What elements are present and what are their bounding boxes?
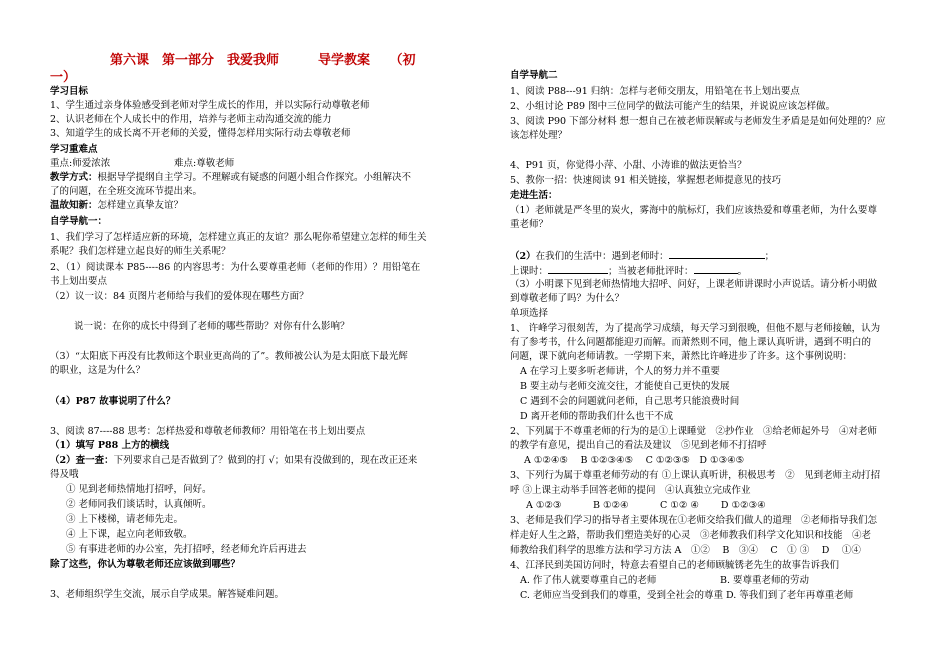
nav-item: 3、阅读 P90 下部分材料 想一想自己在被老师误解或与老师发生矛盾是是如何处理的？应 [510,116,886,127]
checklist-text: 下列要求自己是否做到了？做到的打 √；如果有没做到的，现在改正还来 [113,455,418,466]
mc-question: 3、下列行为属于尊重老师劳动的有 ①上课认真听讲，积极思考 ② 见到老师主动打招 [510,470,881,481]
answer-blank[interactable] [694,264,738,274]
nav-item: 5、教你一招：快速阅读 91 相关链接，掌握想老师提意见的技巧 [510,175,782,186]
mc-question: 3、老师是我们学习的指导者主要体现在①老师交给我们做人的道理 ②老师指导我们怎 [510,515,878,526]
mc-option: B. 要尊重老师的劳动 [720,575,810,586]
life-fill-question [510,249,774,263]
question-text: 3、阅读 87----88 思考：怎样热爱和尊敬老师教师？用铅笔在书上划出要点 [50,426,366,437]
life-fill-question-cont [510,264,747,278]
question-text: 1、我们学习了怎样适应新的环境，怎样建立真正的友谊？那么呢你希望建立怎样的师生关 [50,232,427,243]
key-point: 重点:师爱浓浓 [50,158,111,169]
mc-option: A. 作了伟人就要尊重自己的老师 [520,575,657,586]
answer-blank[interactable] [669,249,765,259]
multiple-choice-heading: 单项选择 [510,308,549,319]
mc-question: 问题，课下就向老师请教。一学期下来，萧然比许峰进步了许多。这个事例说明： [510,351,853,362]
goal-item: 3、知道学生的成长离不开老师的关爱，懂得怎样用实际行动去尊敬老师 [50,128,351,139]
life-fill-punct: ； [764,251,775,262]
teaching-method [50,172,411,184]
mc-question: 有了参考书，什么问题都能迎刃而解。而萧然则不同，他上课认真听讲，遇到不明白的 [510,337,872,348]
question-text: 书上划出要点 [50,276,108,287]
life-question: 到尊敬老师了吗？为什么？ [510,293,625,304]
teaching-method-cont: 了的问题，在全班交流环节提出来。 [50,186,203,197]
life-fill-text: 上课时： [510,266,549,277]
checklist-item: ③ 上下楼梯，请老师先走。 [66,514,184,525]
self-study-nav-1-heading: 自学导航一： [50,216,108,227]
lesson-title-cont: 一） [50,70,77,85]
mc-options: A ①②③ B ①②④ C ①② ④ D ①②③④ [526,500,766,511]
nav-item: 2、小组讨论 P89 图中三位同学的做法可能产生的结果，并说说应该怎样做。 [510,101,836,112]
mc-option: A 在学习上要多听老师讲，个人的努力并不重要 [520,366,720,377]
question-text: （3）“太阳底下再没有比教师这个职业更高尚的了”。教师被公认为是太阳底下最光辉 [50,351,408,362]
mc-question: 2、下列属于不尊重老师的行为的是①上课睡觉 ②抄作业 ③给老师起外号 ④对老师 [510,426,878,437]
checklist-item: ④ 上下课，起立向老师致敬。 [66,529,193,540]
life-question: （3）小明课下见到老师热情地大招呼、问好，上课老师讲课时小声说话。请分析小明做 [510,279,878,290]
life-fill-punct: 。 [737,266,748,277]
mc-question: 1、 许峰学习很刻苦，为了提高学习成绩，每天学习到很晚，但他不愿与老师接触，认为 [510,323,881,334]
checklist-intro [50,455,417,467]
mc-question: 呼 ③上课主动举手回答老师的提问 ④认真独立完成作业 [510,485,751,496]
teaching-method-label: 教学方式： [50,172,98,183]
mc-option: C. 老师应当受到我们的尊重，受到全社会的尊重 D. 等我们到了老年再尊重老师 [520,590,854,601]
goals-heading: 学习目标 [50,86,89,97]
into-life-heading: 走进生活： [510,190,558,201]
question-text: （2）议一议：84 页图片老师给与我们的爱体现在哪些方面？ [50,291,309,302]
self-study-nav-2-heading: 自学导航二 [510,70,558,81]
review-label: 温故知新： [50,200,98,211]
life-fill-text: ；当被老师批评时： [608,266,694,277]
discussion-prompt: 说一说：在你的成长中得到了老师的哪些帮助？对你有什么影响？ [74,321,350,332]
checklist-label: （2）查一查： [50,455,114,466]
question-text: 3、老师组织学生交流，展示自学成果。解答疑难问题。 [50,589,285,600]
checklist-item: ① 见到老师热情地打招呼，问好。 [66,484,212,495]
life-question: （1）老师就是严冬里的炭火，雾海中的航标灯，我们应该热爱和尊重老师，为什么要尊 [510,205,878,216]
mc-option: B 要主动与老师交流交往，才能使自己更快的发展 [520,381,730,392]
question-text: （4）P87 故事说明了什么？ [50,396,176,407]
mc-question: 样走好人生之路，帮助我们塑造美好的心灵 ③老师教我们科学文化知识和技能 ④老 [510,530,872,541]
question-text: 2、（1）阅读课本 P85----86 的内容思考：为什么要尊重老师（老师的作用）？用铅笔在 [50,262,421,273]
mc-option: C 遇到不会的问题就问老师，自己思考只能浪费时间 [520,396,740,407]
review [50,200,183,212]
life-fill-number: （2） [510,251,536,262]
nav-item: 1、阅读 P88---91 归纳：怎样与老师交朋友，用铅笔在书上划出要点 [510,86,800,97]
teaching-method-text: 根据导学提纲自主学习。不理解或有疑惑的问题小组合作探究。小组解决不 [97,172,412,183]
goal-item: 2、认识老师在个人成长中的作用，培养与老师主动沟通交流的能力 [50,114,332,125]
question-text: 系呢？我们怎样建立起良好的师生关系呢？ [50,246,231,257]
checklist-item: ⑤ 有事进老师的办公室，先打招呼，经老师允许后再进去 [66,544,307,555]
review-text: 怎样建立真挚友谊？ [97,200,184,211]
life-fill-text: 在我们的生活中：遇到老师时： [535,251,669,262]
lesson-title: 第六课 第一部分 我爱我师 导学教案 （初 [110,53,416,68]
question-text: 除了这些，你认为尊敬老师还应该做到哪些？ [50,559,241,570]
mc-question: 4、江泽民到美国访问时，特意去看望自己的老师顾毓锈老先生的故事告诉我们 [510,560,840,571]
nav-item: 4、P91 页，你觉得小萍、小甜、小涛谁的做法更恰当？ [510,160,747,171]
checklist-item: ② 老师同我们谈话时，认真倾听。 [66,499,212,510]
life-question: 重老师？ [510,219,549,230]
nav-item: 该怎样处理？ [510,130,568,141]
key-points-heading: 学习重难点 [50,144,98,155]
fill-in-heading: （1）填写 P88 上方的横线 [50,440,170,451]
mc-question: 的教学有意见，提出自己的看法及建议 ⑤见到老师不打招呼 [510,440,767,451]
question-text: 的职业，这是为什么？ [50,365,146,376]
answer-blank[interactable] [548,264,608,274]
checklist-intro-cont: 得及哦 [50,469,79,480]
mc-options: A ①②④⑤ B ①②③④⑤ C ①②③⑤ D ①③④⑤ [524,455,745,466]
difficult-point: 难点:尊敬老师 [174,158,235,169]
mc-question: 师教给我们科学的思维方法和学习方法 A ①② B ③④ C ① ③ D ①④ [510,545,861,556]
mc-option: D 离开老师的帮助我们什么也干不成 [520,411,674,422]
goal-item: 1、学生通过亲身体验感受到老师对学生成长的作用，并以实际行动尊敬老师 [50,100,370,111]
